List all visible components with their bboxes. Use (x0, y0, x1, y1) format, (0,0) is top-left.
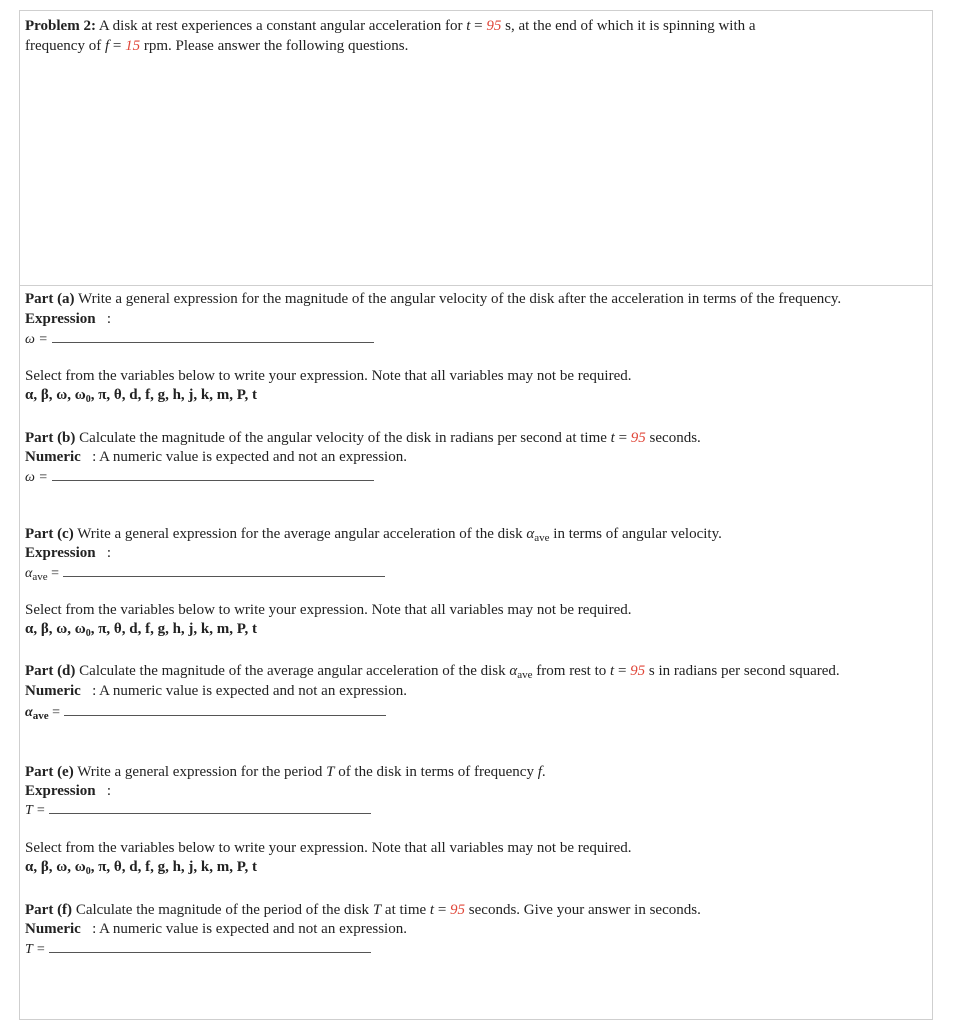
part-f-label: Part (f) (25, 902, 73, 918)
variables-sub: 0 (85, 394, 91, 405)
problem-line-1 (25, 17, 756, 36)
dot: . (541, 764, 546, 780)
part-a-answer-field[interactable] (52, 341, 374, 343)
part-b-question (25, 429, 701, 448)
alpha-symbol: α (25, 705, 33, 720)
alpha-symbol: α (526, 526, 535, 542)
variables-sub: 0 (85, 866, 91, 877)
part-c-text-a: Write a general expression for the average angular acceleration of the disk (77, 526, 523, 542)
part-a-variables-list (25, 386, 257, 406)
part-a-text: Write a general expression for the magnitude of the angular velocity of the disk after the acceleration in terms of the frequency. (78, 291, 842, 307)
part-a-answer-row (25, 330, 374, 349)
part-f-answer-row (25, 940, 371, 959)
T-symbol: T (326, 764, 335, 780)
numeric-label: Numeric (25, 683, 81, 699)
part-c-answer-field[interactable] (63, 575, 385, 577)
part-b-answer-row (25, 468, 374, 487)
numeric-label: Numeric (25, 449, 81, 465)
part-a-answer-symbol: ω = (25, 332, 48, 347)
problem-label: Problem 2: (25, 18, 96, 34)
part-e-question (25, 763, 546, 782)
equals: = (474, 18, 483, 34)
part-b-label: Part (b) (25, 430, 76, 446)
t-value: 95 (486, 18, 502, 34)
part-b-t-value: 95 (630, 430, 646, 446)
problem-text-a: A disk at rest experiences a constant angular acceleration for (98, 18, 463, 34)
T-symbol: T (372, 902, 382, 918)
part-c-label: Part (c) (25, 526, 74, 542)
part-e-answer-row (25, 801, 371, 820)
part-b-type (25, 448, 407, 467)
problem-text-b: s, at the end of which it is spinning with a (505, 18, 756, 34)
problem-line-2 (25, 37, 408, 56)
alpha-symbol: α (25, 566, 33, 581)
alpha-symbol: α (509, 663, 518, 679)
variables-post: , π, θ, d, f, g, h, j, k, m, P, t (90, 387, 258, 403)
equals: = (437, 902, 447, 918)
expression-label: Expression (25, 545, 96, 561)
part-f-text-b: at time (384, 902, 427, 918)
part-d-t-value: 95 (630, 663, 646, 679)
part-f-question (25, 901, 701, 920)
part-d-answer-field[interactable] (64, 714, 386, 716)
part-b-answer-field[interactable] (52, 479, 374, 481)
part-d-label: Part (d) (25, 663, 76, 679)
equals: = (618, 430, 628, 446)
part-c-text-b: in terms of angular velocity. (553, 526, 722, 542)
part-b-answer-symbol: ω = (25, 470, 48, 485)
part-c-type (25, 544, 111, 563)
alpha-sub: ave (32, 710, 49, 722)
part-f-type (25, 920, 407, 939)
expression-label: Expression (25, 311, 96, 327)
part-d-text-c: s in radians per second squared. (648, 663, 840, 679)
part-f-answer-field[interactable] (49, 951, 371, 953)
part-c-variables-note: Select from the variables below to write your expression. Note that all variables may not be required. (25, 602, 632, 618)
part-f-answer-symbol: T = (25, 942, 46, 957)
part-c-answer-row (25, 564, 385, 584)
part-f-t-value: 95 (450, 902, 466, 918)
part-e-variables-list (25, 858, 257, 878)
part-e-text-a: Write a general expression for the period (77, 764, 323, 780)
part-a-question (25, 290, 841, 309)
t-symbol: t (610, 663, 615, 679)
numeric-note: : A numeric value is expected and not an expression. (92, 921, 407, 937)
part-e-answer-symbol: T = (25, 803, 46, 818)
part-b-text-b: seconds. (649, 430, 701, 446)
t-symbol: t (610, 430, 615, 446)
variables-sub: 0 (85, 628, 91, 639)
t-symbol: t (466, 18, 471, 34)
equals: = (51, 566, 60, 581)
part-d-answer-row (25, 703, 386, 723)
f-symbol: f (537, 764, 542, 780)
alpha-sub: ave (32, 571, 48, 583)
variables-pre: α, β, ω, ω (25, 387, 86, 403)
numeric-label: Numeric (25, 921, 81, 937)
variables-pre: α, β, ω, ω (25, 859, 86, 875)
part-f-text-c: seconds. Give your answer in seconds. (468, 902, 701, 918)
numeric-note: : A numeric value is expected and not an expression. (92, 683, 407, 699)
colon: : (106, 311, 111, 327)
equals: = (617, 663, 627, 679)
f-value: 15 (125, 38, 141, 54)
part-e-text-b: of the disk in terms of frequency (338, 764, 534, 780)
equals: = (52, 705, 61, 720)
variables-post: , π, θ, d, f, g, h, j, k, m, P, t (90, 621, 258, 637)
variables-post: , π, θ, d, f, g, h, j, k, m, P, t (90, 859, 258, 875)
part-d-question (25, 662, 840, 682)
f-symbol: f (104, 38, 110, 54)
colon: : (106, 783, 111, 799)
part-b-text-a: Calculate the magnitude of the angular velocity of the disk in radians per second at time (79, 430, 607, 446)
part-e-answer-field[interactable] (49, 812, 371, 814)
expression-label: Expression (25, 783, 96, 799)
equals: = (112, 38, 122, 54)
part-a-variables-note: Select from the variables below to write your expression. Note that all variables may not be required. (25, 368, 632, 384)
t-symbol: t (429, 902, 435, 918)
part-f-text-a: Calculate the magnitude of the period of the disk (75, 902, 370, 918)
alpha-sub: ave (534, 532, 550, 544)
part-e-type (25, 782, 111, 801)
part-d-type (25, 682, 407, 701)
problem-text-d: rpm. Please answer the following questions. (143, 38, 409, 54)
part-c-question (25, 525, 722, 545)
problem-text-c: frequency of (25, 38, 102, 54)
part-a-label: Part (a) (25, 291, 75, 307)
variables-pre: α, β, ω, ω (25, 621, 86, 637)
part-a-type (25, 310, 111, 329)
alpha-sub: ave (517, 669, 533, 681)
part-d-text-a: Calculate the magnitude of the average angular acceleration of the disk (79, 663, 506, 679)
colon: : (106, 545, 111, 561)
numeric-note: : A numeric value is expected and not an expression. (92, 449, 407, 465)
part-c-variables-list (25, 620, 257, 640)
part-e-variables-note: Select from the variables below to write your expression. Note that all variables may not be required. (25, 840, 632, 856)
part-e-label: Part (e) (25, 764, 74, 780)
part-d-text-b: from rest to (536, 663, 607, 679)
